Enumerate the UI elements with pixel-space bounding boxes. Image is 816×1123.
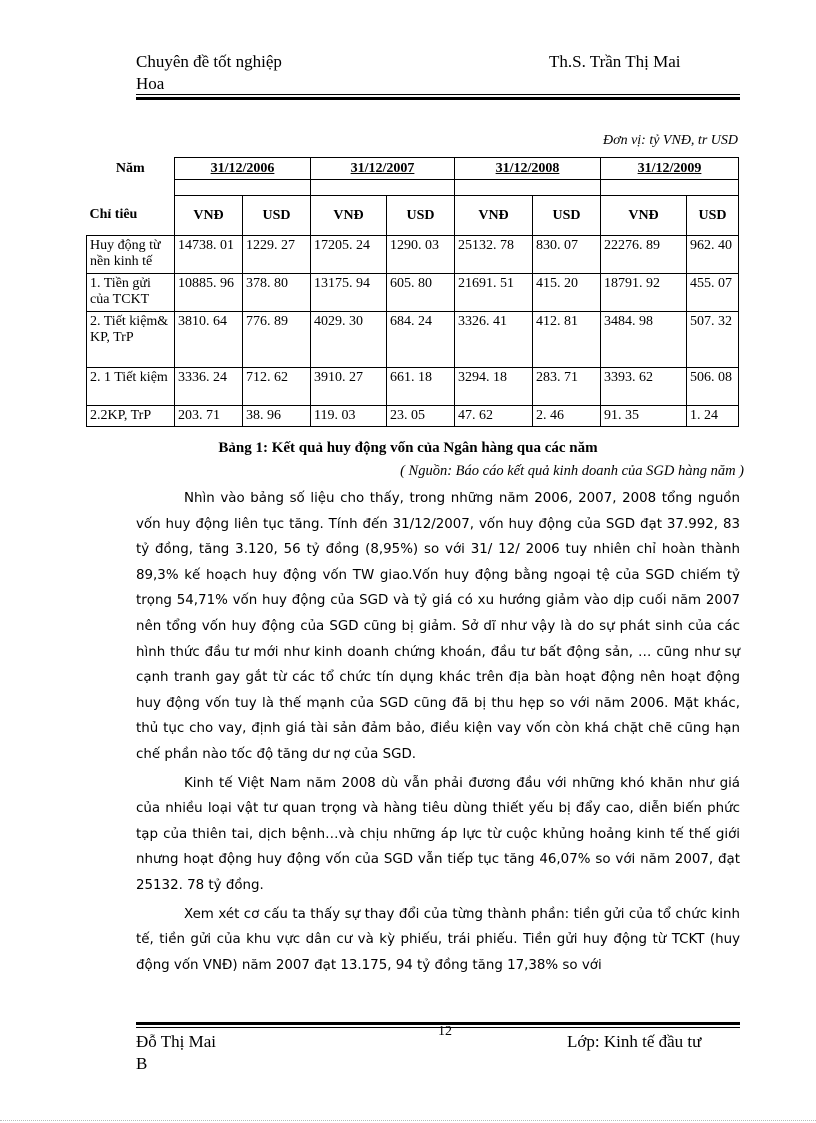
currency-header: VNĐ [311,196,387,236]
cell-value: 684. 24 [387,312,455,368]
table-row [87,274,739,312]
cell-value: 283. 71 [533,368,601,406]
cell-value: 91. 35 [601,406,687,427]
paragraph: Kinh tế Việt Nam năm 2008 dù vẫn phải đương đầu với những khó khăn như giá của nhiều loại vật tư quan trọng và hàng tiêu dùng thiết yếu bị đẩy cao, diễn biến phức tạp của thiên tai, dịch bệnh…và chịu những áp lực từ cuộc khủng hoảng kinh tế thế giới nhưng hoạt động huy động vốn của SGD vẫn tiếp tục tăng 46,07% so với năm 2007, đạt 25132. 78 tỷ đồng. [136,775,740,893]
year-2006: 31/12/2006 [175,158,311,180]
footer-right: Lớp: Kinh tế đầu tư [567,1032,702,1051]
header-rule-thick [136,97,740,100]
row-label: 2. Tiết kiệm& KP, TrP [87,312,175,368]
cell-value: 2. 46 [533,406,601,427]
row-label: 2. 1 Tiết kiệm [87,368,175,406]
year-2007: 31/12/2007 [311,158,455,180]
cell-value: 415. 20 [533,274,601,312]
cell-value: 38. 96 [243,406,311,427]
cell-value: 4029. 30 [311,312,387,368]
header-right: Th.S. Trần Thị Mai [549,52,681,71]
cell-value: 3294. 18 [455,368,533,406]
cell-value: 412. 81 [533,312,601,368]
cell-value: 23. 05 [387,406,455,427]
cell-value: 712. 62 [243,368,311,406]
header-left-line1: Chuyên đề tốt nghiệp [136,52,282,71]
cell-value: 14738. 01 [175,236,243,274]
cell-value: 3326. 41 [455,312,533,368]
cell-value: 21691. 51 [455,274,533,312]
cell-value: 661. 18 [387,368,455,406]
cell-value: 3336. 24 [175,368,243,406]
cell-value: 17205. 24 [311,236,387,274]
cell-value: 3484. 98 [601,312,687,368]
cell-value: 830. 07 [533,236,601,274]
currency-header: USD [243,196,311,236]
year-2009: 31/12/2009 [601,158,739,180]
year-header-label: Năm [115,160,145,176]
cell-value: 378. 80 [243,274,311,312]
table-caption: Bảng 1: Kết quả huy động vốn của Ngân hàng qua các năm [218,440,598,456]
cell-value: 3393. 62 [601,368,687,406]
paragraph: Nhìn vào bảng số liệu cho thấy, trong những năm 2006, 2007, 2008 tổng nguồn vốn huy động liên tục tăng. Tính đến 31/12/2007, vốn huy động của SGD đạt 37.992, 83 tỷ đồng, tăng 3.120, 56 tỷ đồng (8,95%) so với 31/ 12/ 2006 tuy nhiên chỉ hoàn thành 89,3% kế hoạch huy động vốn TW giao.Vốn huy động bằng ngoại tệ của SGD chiếm tỷ trọng 54,71% vốn huy động của SGD và tỷ giá có xu hướng giảm vào dịp cuối năm 2007 nên tổng vốn huy động của SGD cũng bị giảm. Sở dĩ như vậy là do sự phát sinh của các hình thức đầu tư mới như kinh doanh chứng khoán, đầu tư bất động sản, … cũng như sự cạnh tranh gay gắt từ các tổ chức tín dụng khác trên địa bàn hoạt động nên hoạt động huy động vốn tuy là thế mạnh của SGD cũng đã bị thu hẹp so với năm 2006. Mặt khác, thủ tục cho vay, định giá tài sản đảm bảo, điều kiện vay vốn còn khá chặt chẽ cũng hạn chế phần nào tốc độ tăng dư nợ của SGD. [136,491,740,762]
year-2008: 31/12/2008 [455,158,601,180]
cell-value: 203. 71 [175,406,243,427]
cell-value: 1290. 03 [387,236,455,274]
table-row [87,406,739,427]
cell-value: 47. 62 [455,406,533,427]
row-label: 2.2KP, TrP [87,406,175,427]
page-edge-divider [0,1120,816,1121]
body-text [136,486,740,981]
cell-value: 3910. 27 [311,368,387,406]
currency-header: VNĐ [455,196,533,236]
indicator-header-label: Chỉ tiêu [89,207,138,223]
table-row [87,312,739,368]
cell-value: 506. 08 [687,368,739,406]
currency-header: VNĐ [175,196,243,236]
cell-value: 3810. 64 [175,312,243,368]
table-source: ( Nguồn: Báo cáo kết quả kinh doanh của SGD hàng năm ) [400,463,744,479]
cell-value: 455. 07 [687,274,739,312]
cell-value: 1229. 27 [243,236,311,274]
cell-value: 507. 32 [687,312,739,368]
paragraph: Xem xét cơ cấu ta thấy sự thay đổi của từng thành phần: tiền gửi của tổ chức kinh tế, tiền gửi của khu vực dân cư và kỳ phiếu, trái phiếu. Tiền gửi huy động từ TCKT (huy động vốn VNĐ) năm 2007 đạt 13.175, 94 tỷ đồng tăng 17,38% so với [136,906,740,973]
currency-header: USD [387,196,455,236]
cell-value: 10885. 96 [175,274,243,312]
page-number: 12 [438,1024,452,1039]
unit-note: Đơn vị: tỷ VNĐ, tr USD [602,133,738,148]
table-row [87,368,739,406]
cell-value: 1. 24 [687,406,739,427]
cell-value: 119. 03 [311,406,387,427]
header-left-line2: Hoa [136,74,165,93]
cell-value: 962. 40 [687,236,739,274]
row-label: Huy động từ nền kinh tế [87,236,175,274]
cell-value: 25132. 78 [455,236,533,274]
cell-value: 605. 80 [387,274,455,312]
cell-value: 13175. 94 [311,274,387,312]
currency-header: VNĐ [601,196,687,236]
cell-value: 22276. 89 [601,236,687,274]
cell-value: 776. 89 [243,312,311,368]
table-row [87,236,739,274]
header-rule-thin [136,94,740,95]
footer-left-line1: Đỗ Thị Mai [136,1032,216,1051]
currency-header: USD [687,196,739,236]
cell-value: 18791. 92 [601,274,687,312]
footer-left-line2: B [136,1054,148,1073]
row-label: 1. Tiền gửi của TCKT [87,274,175,312]
currency-header: USD [533,196,601,236]
deposit-table [86,157,739,427]
